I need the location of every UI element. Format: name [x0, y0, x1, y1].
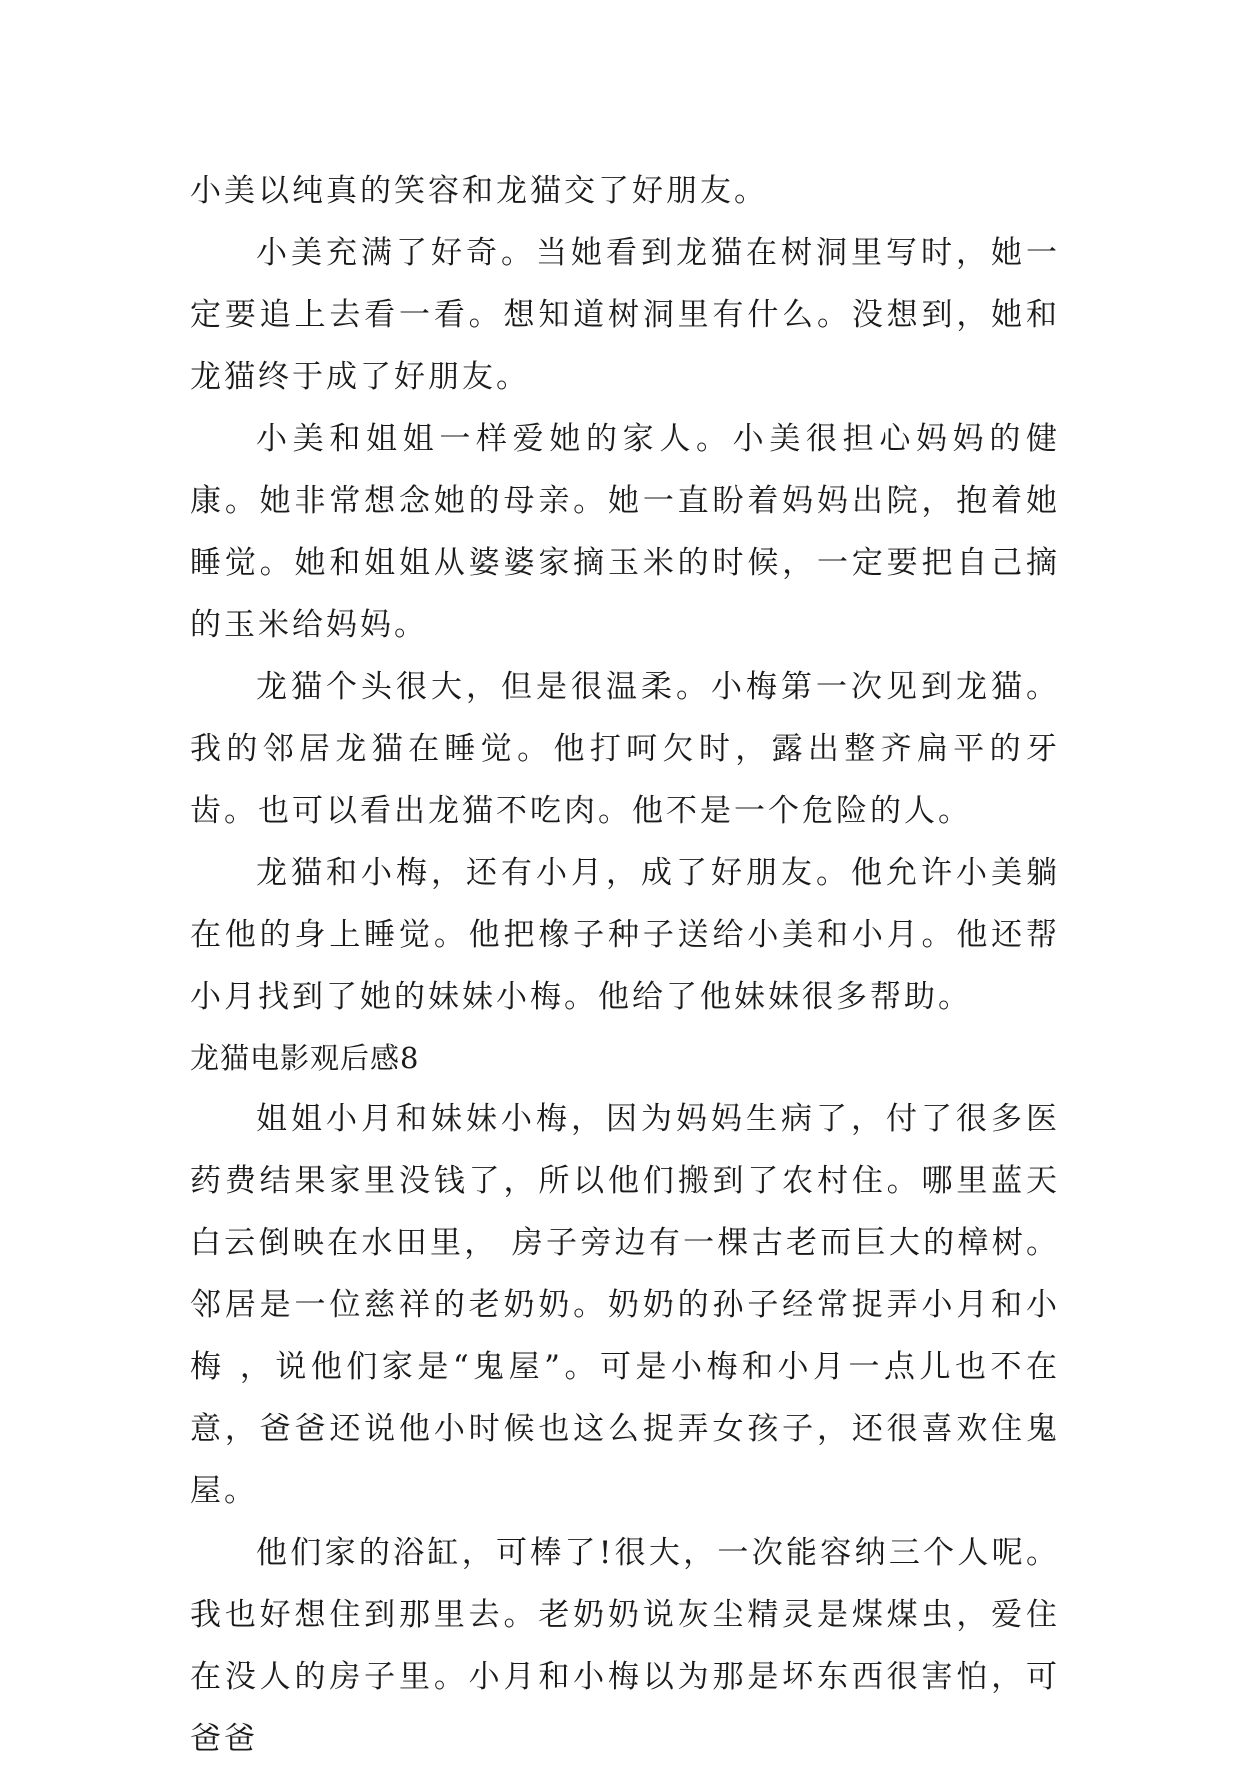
document-body [190, 160, 1060, 1770]
paragraph-2: 小美充满了好奇。当她看到龙猫在树洞里写时，她一定要追上去看一看。想知道树洞里有什么。没想到，她和龙猫终于成了好朋友。 [190, 235, 1060, 395]
paragraph-6: 姐姐小月和妹妹小梅，因为妈妈生病了，付了很多医药费结果家里没钱了，所以他们搬到了农村住。哪里蓝天白云倒映在水田里， 房子旁边有一棵古老而巨大的樟树。邻居是一位慈祥的老奶奶。奶奶的孙子经常捉弄小月和小梅 ，说他们家是“鬼屋”。可是小梅和小月一点儿也不在意，爸爸还说他小时候也这么捉弄女孩子，还很喜欢住鬼屋。 [190, 1101, 1060, 1509]
section-heading: 龙猫电影观后感8 [190, 1041, 420, 1075]
paragraph-3: 小美和姐姐一样爱她的家人。小美很担心妈妈的健康。她非常想念她的母亲。她一直盼着妈妈出院，抱着她睡觉。她和姐姐从婆婆家摘玉米的时候，一定要把自己摘的玉米给妈妈。 [190, 421, 1060, 643]
paragraph-4: 龙猫个头很大，但是很温柔。小梅第一次见到龙猫。我的邻居龙猫在睡觉。他打呵欠时，露出整齐扁平的牙齿。也可以看出龙猫不吃肉。他不是一个危险的人。 [190, 669, 1060, 829]
paragraph-1: 小美以纯真的笑容和龙猫交了好朋友。 [190, 173, 768, 209]
paragraph-7: 他们家的浴缸，可棒了!很大，一次能容纳三个人呢。我也好想住到那里去。老奶奶说灰尘精灵是煤煤虫，爱住在没人的房子里。小月和小梅以为那是坏东西很害怕，可爸爸 [190, 1535, 1060, 1757]
paragraph-5: 龙猫和小梅，还有小月，成了好朋友。他允许小美躺在他的身上睡觉。他把橡子种子送给小美和小月。他还帮小月找到了她的妹妹小梅。他给了他妹妹很多帮助。 [190, 855, 1060, 1015]
